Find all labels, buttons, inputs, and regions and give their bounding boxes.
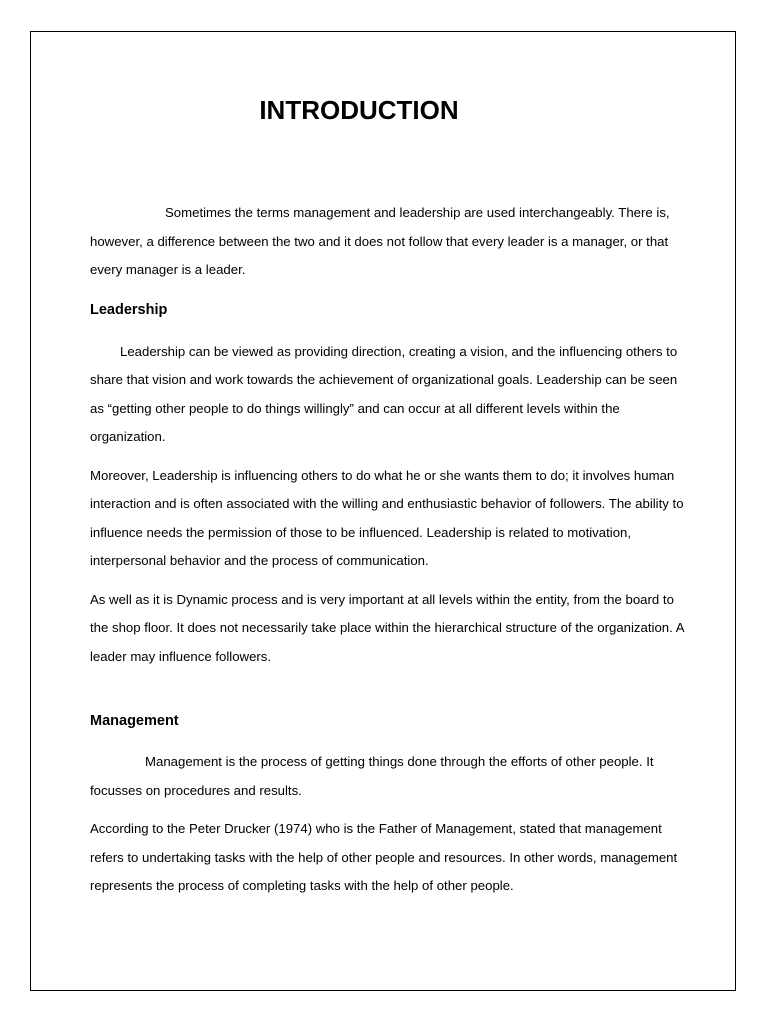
intro-paragraph: Sometimes the terms management and leadership are used interchangeably. There is, however, a difference between the two and it does not follow that every leader is a manager, or that every manager is a leader. — [90, 205, 670, 277]
leadership-paragraph-3: As well as it is Dynamic process and is very important at all levels within the entity, from the board to the shop floor. It does not necessarily take place within the hierarchical structure of the organization. A leader may influence followers. — [90, 591, 684, 664]
management-paragraph-1: Management is the process of getting things done through the efforts of other people. It focusses on procedures and results. — [90, 754, 654, 798]
leadership-paragraph-2: Moreover, Leadership is influencing others to do what he or she wants them to do; it involves human interaction and is often associated with the willing and enthusiastic behavior of followers. The ability to influence needs the permission of those to be influenced. Leadership is related to motivation, interpersonal behavior and the process of communication. — [90, 467, 684, 568]
page-title: INTRODUCTION — [259, 95, 459, 125]
document-body — [90, 199, 690, 901]
leadership-paragraph-1: Leadership can be viewed as providing direction, creating a vision, and the influencing others to share that vision and work towards the achievement of organizational goals. Leadership can be seen as “getting other people to do things willingly” and can occur at all different levels within the organization. — [90, 343, 678, 444]
management-heading: Management — [90, 713, 179, 729]
leadership-heading: Leadership — [90, 301, 168, 318]
management-paragraph-2: According to the Peter Drucker (1974) who is the Father of Management, stated that management refers to undertaking tasks with the help of other people and resources. In other words, management represents the process of completing tasks with the help of other people. — [90, 821, 678, 893]
